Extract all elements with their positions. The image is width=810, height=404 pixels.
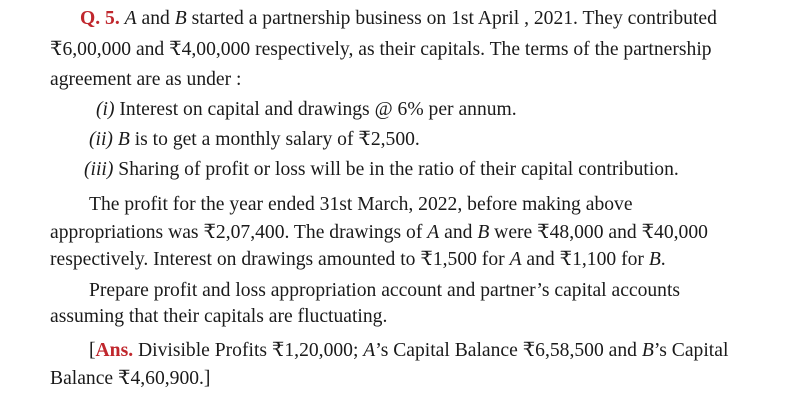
question-line-3: agreement are as under : <box>50 69 242 90</box>
answer-line-1 <box>89 340 796 362</box>
term-item-1 <box>96 99 517 121</box>
question-number: Q. 5. <box>80 8 120 29</box>
para3-line-1: Prepare profit and loss appropriation account and partner’s capital accounts <box>89 280 681 301</box>
para3-line-2: assuming that their capitals are fluctuating. <box>50 306 388 327</box>
para2-line-2: appropriations was ₹2,07,400. The drawings of A and B were ₹48,000 and ₹40,000 <box>50 222 708 243</box>
answer-label: Ans. <box>95 340 134 361</box>
term-label: (i) <box>96 99 115 120</box>
question-line-2: ₹6,00,000 and ₹4,00,000 respectively, as their capitals. The terms of the partnership <box>50 39 712 60</box>
term-text: Sharing of profit or loss will be in the ratio of their capital contribution. <box>118 159 679 180</box>
answer-bracket: [ <box>89 340 96 361</box>
answer-line-2: Balance ₹4,60,900.] <box>50 368 211 389</box>
answer-text: Divisible Profits ₹1,20,000; A’s Capital Balance ₹6,58,500 and B’s Capital <box>138 340 729 361</box>
term-label: (iii) <box>84 159 114 180</box>
question-line-1 <box>80 8 796 30</box>
term-text: Interest on capital and drawings @ 6% per annum. <box>119 99 517 120</box>
term-text: B is to get a monthly salary of ₹2,500. <box>117 129 420 150</box>
para2-line-3: respectively. Interest on drawings amounted to ₹1,500 for A and ₹1,100 for B. <box>50 249 666 270</box>
term-item-3 <box>84 159 679 181</box>
question-intro: A and B started a partnership business on 1st April , 2021. They contributed <box>124 8 717 29</box>
term-label: (ii) <box>89 129 113 150</box>
para2-line-1: The profit for the year ended 31st March, 2022, before making above <box>89 194 633 215</box>
term-item-2 <box>89 129 420 151</box>
